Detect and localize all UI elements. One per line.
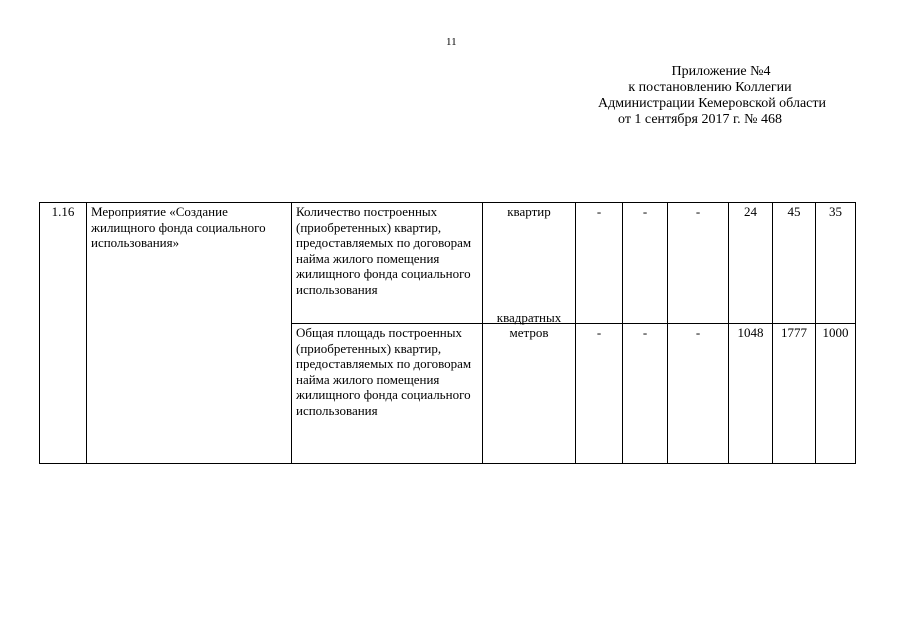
item-number-cell: 1.16 (40, 203, 87, 464)
resolution-date-number: от 1 сентября 2017 г. № 468 (618, 112, 782, 127)
value-cell: 1048 (729, 324, 773, 464)
unit-cell (483, 309, 576, 464)
indicator-cell: Количество построенных (приобретенных) квартир, предоставляемых по договорам найма жилого помещения жилищного фонда социального использования (292, 203, 483, 324)
value-cell: 1777 (773, 324, 816, 464)
value-cell: - (668, 324, 729, 464)
value-cell: 35 (816, 203, 856, 324)
value-cell: 1000 (816, 324, 856, 464)
value-cell: - (576, 324, 623, 464)
value-cell: 24 (729, 203, 773, 324)
appendix-header (560, 64, 860, 128)
measures-table (39, 202, 856, 464)
unit-cell (483, 203, 576, 324)
appendix-title: Приложение №4 (671, 64, 771, 79)
value-cell: - (623, 203, 668, 324)
value-cell: - (576, 203, 623, 324)
issuing-authority: Администрации Кемеровской области (598, 96, 826, 111)
measure-name-cell: Мероприятие «Создание жилищного фонда социального использования» (87, 203, 292, 464)
unit-text: квартир (507, 204, 551, 219)
indicator-cell: Общая площадь построенных (приобретенных) квартир, предоставляемых по договорам найма жилого помещения жилищного фонда социального использования (292, 324, 483, 464)
value-cell: 45 (773, 203, 816, 324)
unit-text: квадратных метров (496, 309, 562, 340)
table-row (40, 203, 856, 324)
value-cell: - (623, 324, 668, 464)
value-cell: - (668, 203, 729, 324)
resolution-reference: к постановлению Коллегии (628, 80, 792, 95)
page-number: 11 (446, 36, 457, 48)
